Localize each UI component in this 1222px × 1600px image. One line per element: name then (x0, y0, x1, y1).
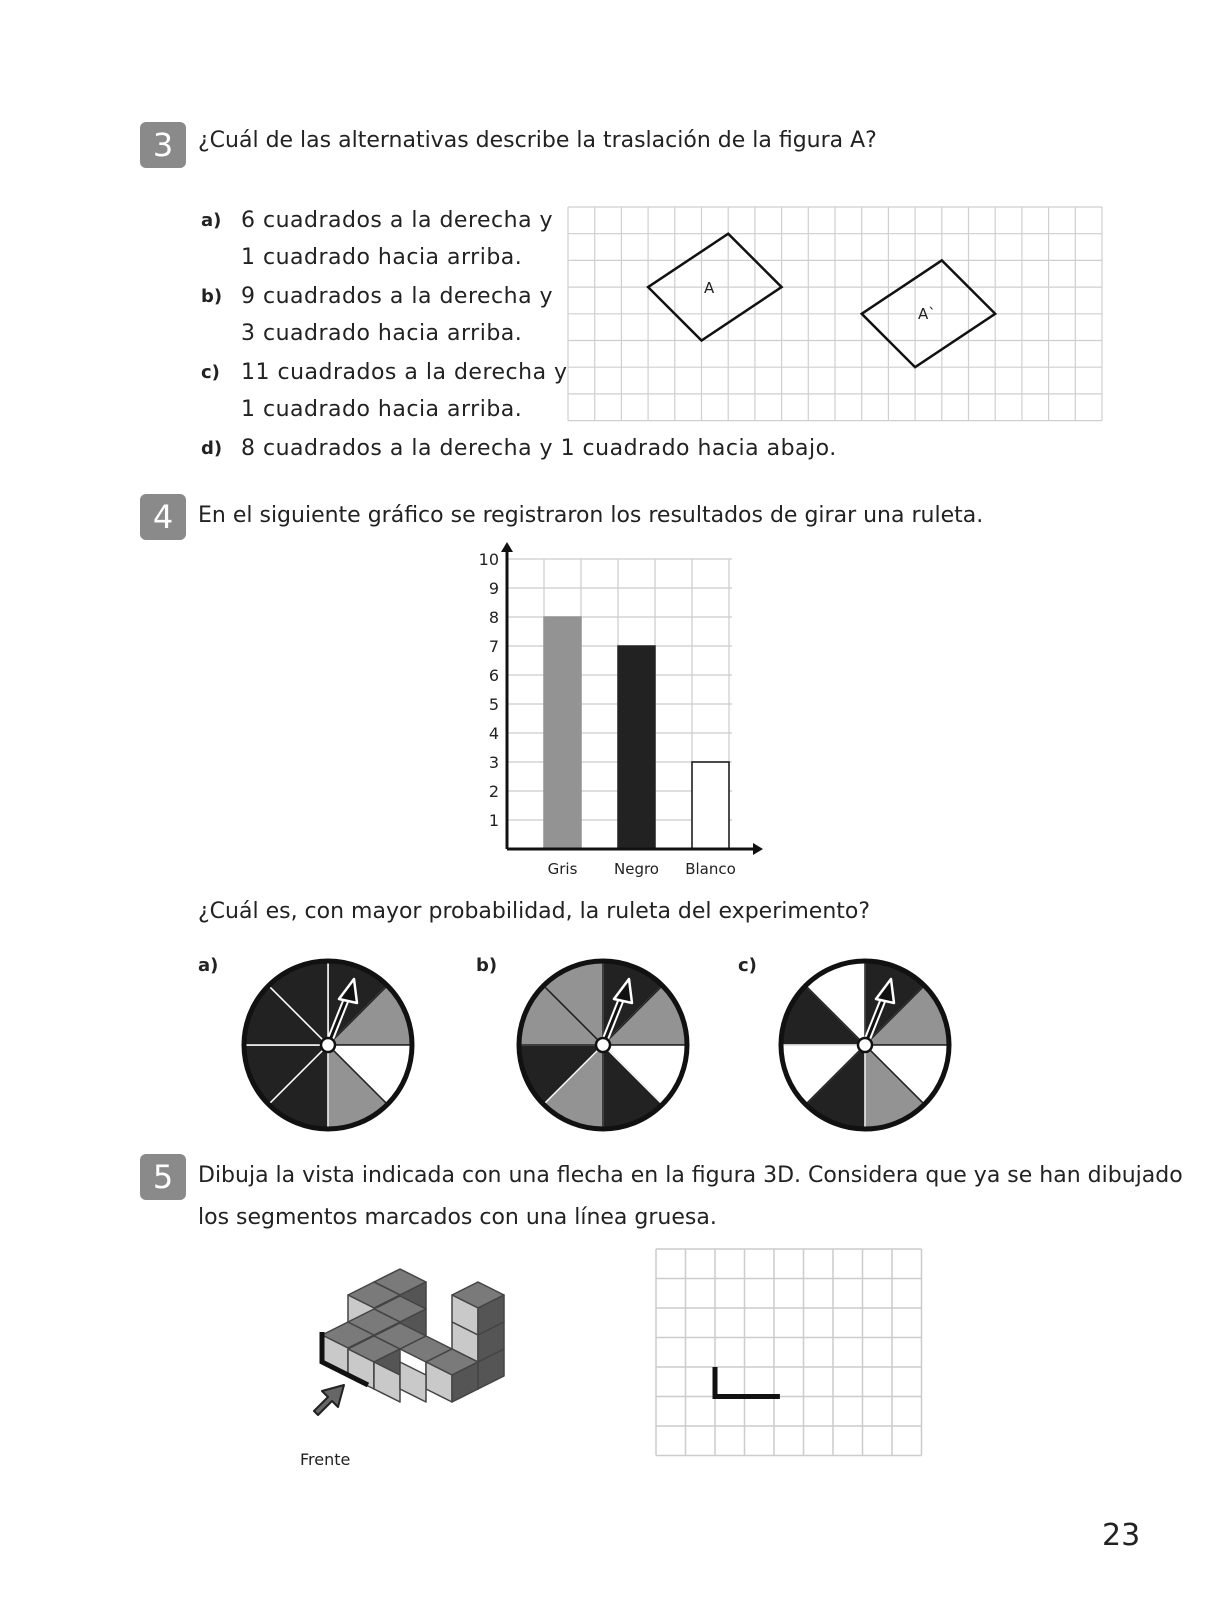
option-c-line1: 11 cuadrados a la derecha y (241, 360, 568, 385)
y-axis-arrow-icon (501, 542, 513, 552)
spinner-center (321, 1038, 335, 1052)
spinner-letter-c: c) (738, 955, 757, 976)
question-number-3: 3 (140, 122, 186, 168)
x-tick-label: Gris (547, 860, 578, 878)
option-b-line1: 9 cuadrados a la derecha y (241, 284, 554, 309)
question-4-followup: ¿Cuál es, con mayor probabilidad, la ruleta del experimento? (198, 899, 871, 924)
y-tick-label: 8 (488, 608, 499, 627)
spinner-b[interactable] (515, 957, 691, 1133)
option-b-line2: 3 cuadrado hacia arriba. (241, 321, 523, 346)
isometric-cube-figure (300, 1275, 520, 1455)
shape-a-prime-label: A` (918, 305, 936, 323)
question-5-line2: los segmentos marcados con una línea gruesa. (198, 1205, 717, 1230)
question-5-line1: Dibuja la vista indicada con una flecha en la figura 3D. Considera que ya se han dibujado (198, 1163, 1183, 1188)
y-tick-label: 4 (488, 724, 499, 743)
y-tick-label: 5 (488, 695, 499, 714)
spinner-letter-a: a) (198, 955, 219, 976)
y-tick-label: 2 (488, 782, 499, 801)
spinner-c[interactable] (777, 957, 953, 1133)
option-letter-d: d) (201, 438, 223, 459)
y-tick-label: 1 (488, 811, 499, 830)
question-number-4: 4 (140, 494, 186, 540)
x-tick-label: Blanco (685, 860, 736, 878)
bar-negro (618, 646, 655, 849)
question-3-text: ¿Cuál de las alternativas describe la traslación de la figura A? (198, 128, 877, 153)
option-letter-b: b) (201, 286, 223, 307)
option-a-line2: 1 cuadrado hacia arriba. (241, 245, 523, 270)
drawing-grid[interactable] (656, 1249, 922, 1457)
spinner-a[interactable] (240, 957, 416, 1133)
option-d-line1: 8 cuadrados a la derecha y 1 cuadrado hacia abajo. (241, 436, 837, 461)
front-label: Frente (300, 1450, 351, 1469)
spinner-center (858, 1038, 872, 1052)
x-tick-label: Negro (614, 860, 659, 878)
y-tick-label: 9 (488, 579, 499, 598)
question-4-text: En el siguiente gráfico se registraron los resultados de girar una ruleta. (198, 503, 984, 528)
y-tick-label: 3 (488, 753, 499, 772)
y-tick-label: 6 (488, 666, 499, 685)
question-number-5: 5 (140, 1154, 186, 1200)
thick-segment (715, 1367, 780, 1397)
option-a-line1: 6 cuadrados a la derecha y (241, 208, 554, 233)
option-c-line2: 1 cuadrado hacia arriba. (241, 397, 523, 422)
option-letter-a: a) (201, 210, 222, 231)
bar-gris (544, 617, 581, 849)
page-number: 23 (1102, 1518, 1141, 1553)
y-tick-label: 10 (478, 550, 499, 569)
bar-blanco (692, 762, 729, 849)
spinner-center (596, 1038, 610, 1052)
x-axis-arrow-icon (753, 843, 763, 855)
front-arrow-icon (314, 1385, 344, 1415)
spinner-letter-b: b) (476, 955, 498, 976)
option-letter-c: c) (201, 362, 220, 383)
y-tick-label: 7 (488, 637, 499, 656)
shape-a-label: A (704, 279, 715, 297)
